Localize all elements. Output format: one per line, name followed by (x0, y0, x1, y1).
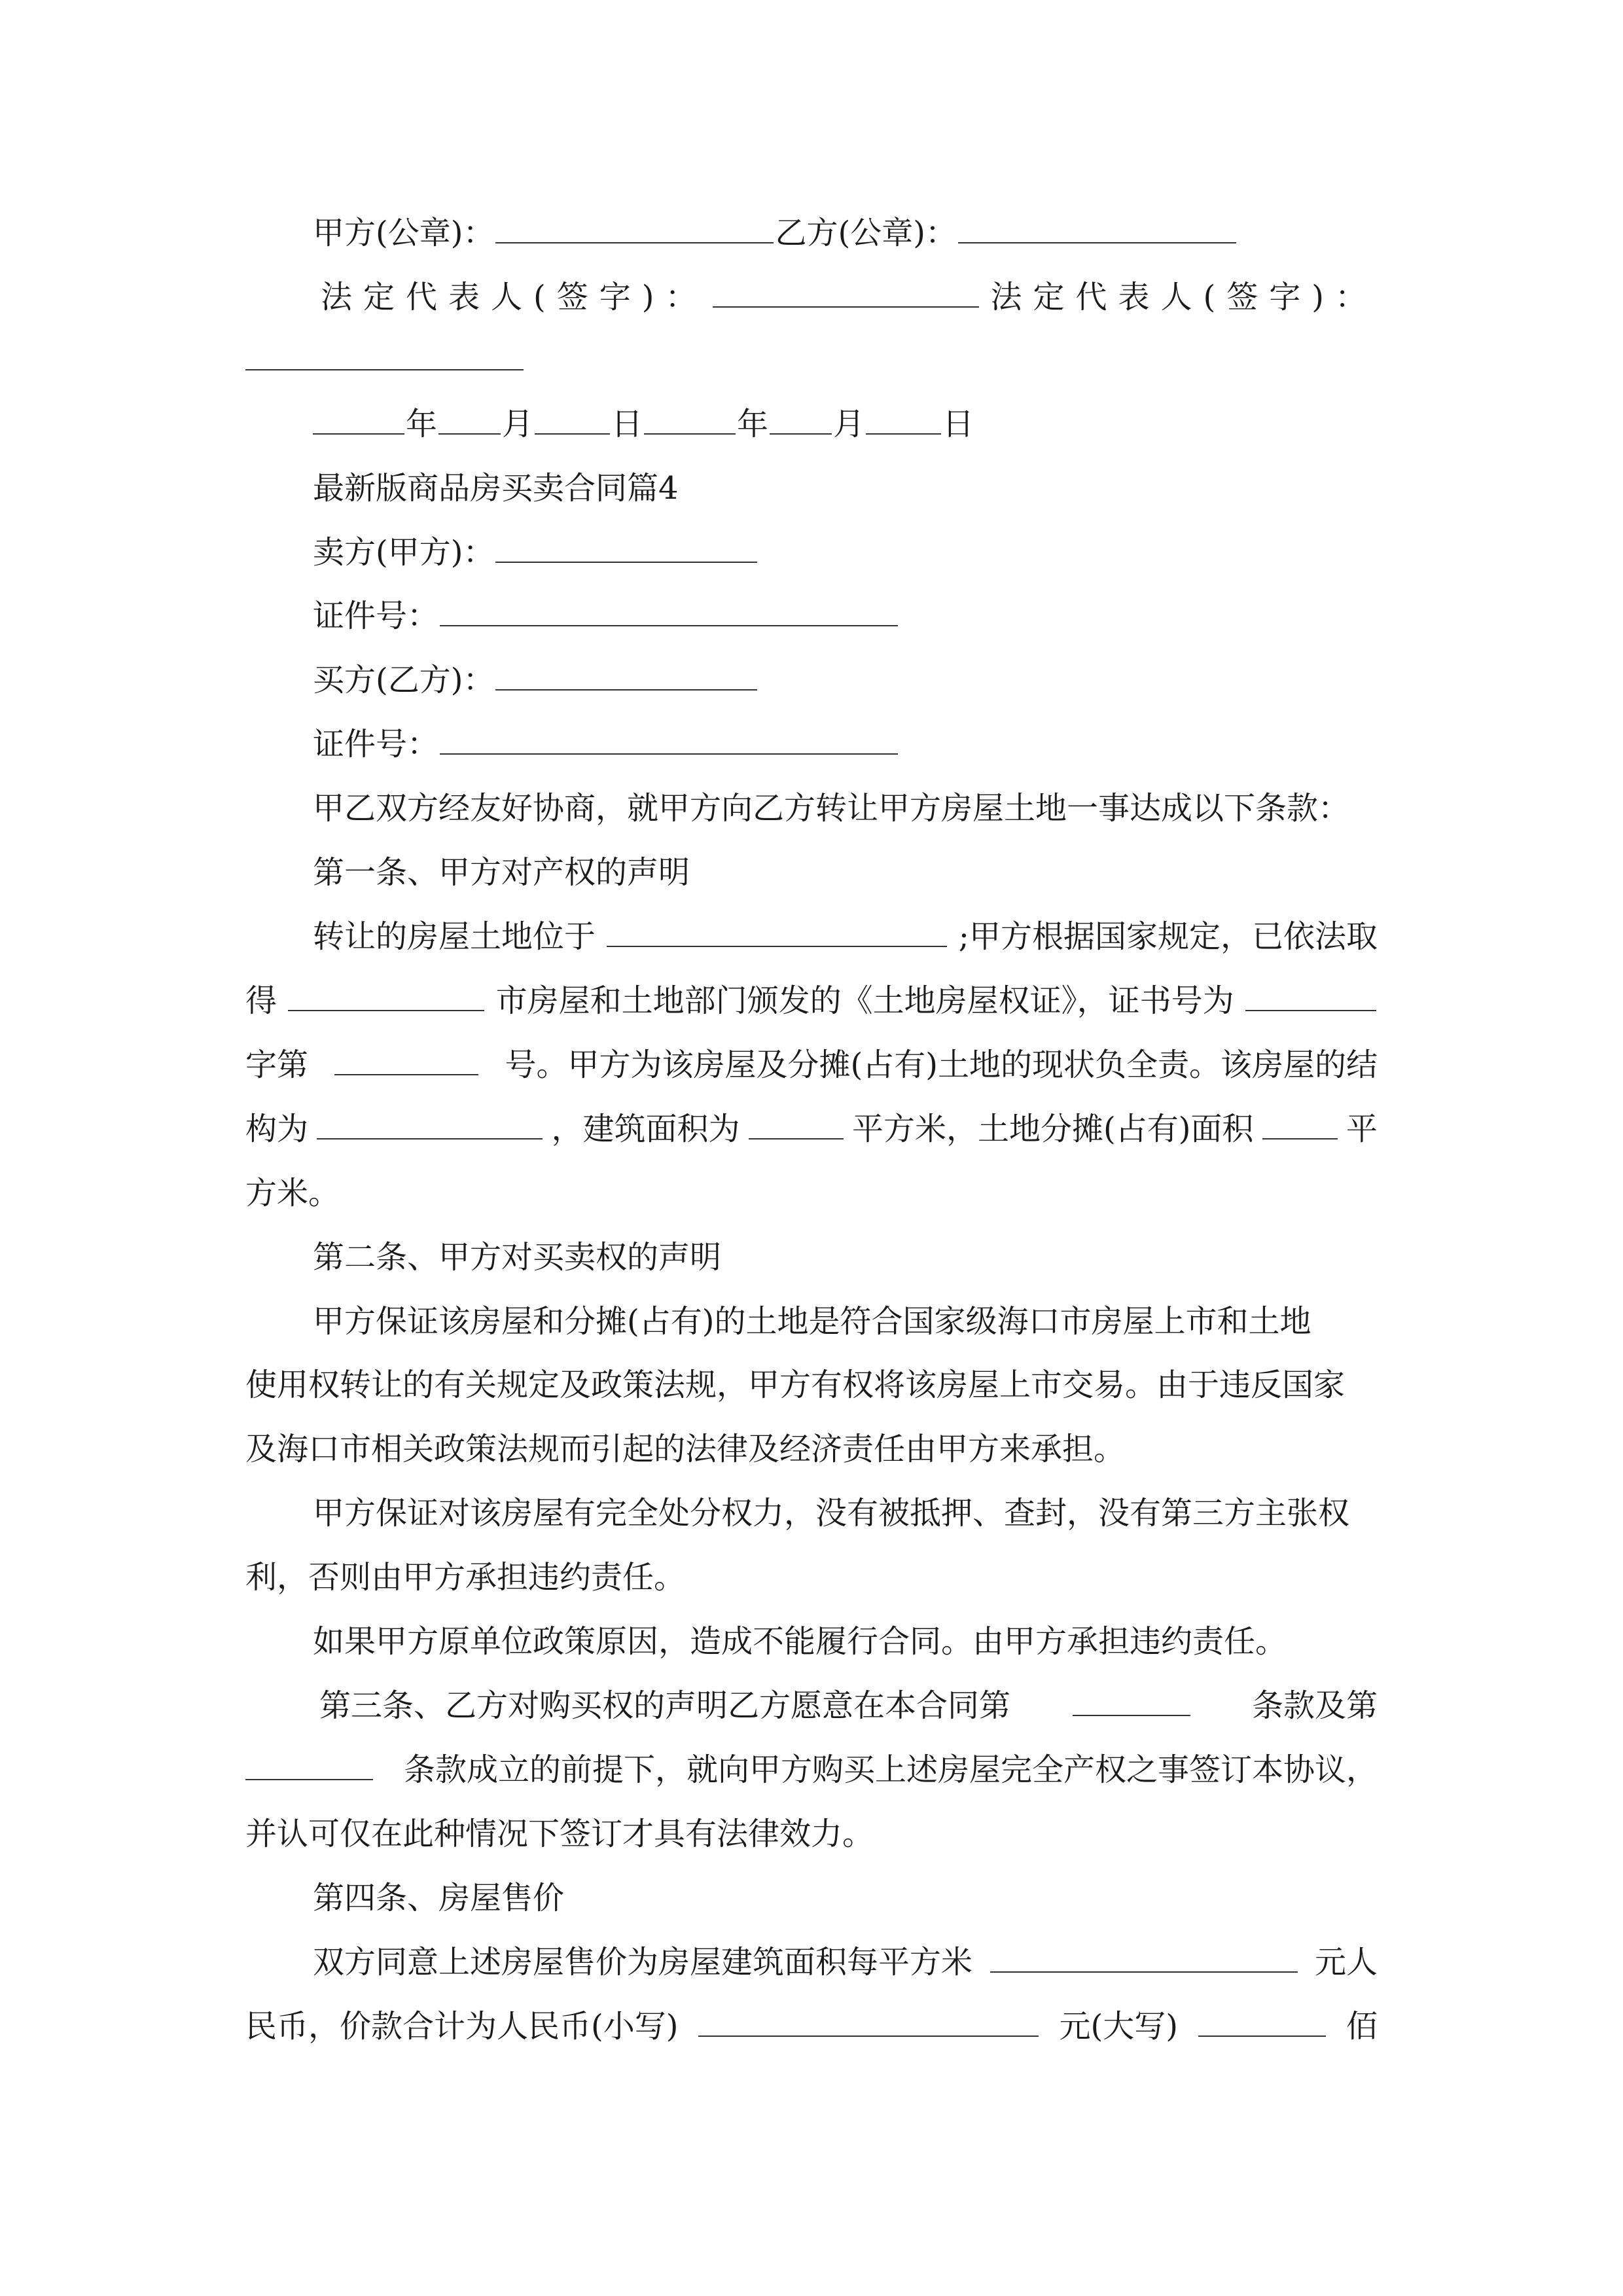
article-1-line-5 (245, 1164, 1378, 1209)
art1-l1b: ;甲方根据国家规定，已依法取 (958, 918, 1378, 955)
art1-l4b: ，建筑面积为 (551, 1111, 740, 1147)
rep-a-label: 法定代表人(签字)： (321, 279, 708, 315)
art1-l3b: 号。甲方为该房屋及分摊(占有)土地的现状负全责。该房屋的结 (505, 1047, 1378, 1083)
art2-p3: 如果甲方原单位政策原因，造成不能履行合同。由甲方承担违约责任。 (313, 1623, 1287, 1660)
party-a-seal-label: 甲方(公章)： (313, 215, 495, 251)
buyer-blank (495, 689, 757, 691)
art4-l2b: 元(大写) (1059, 2008, 1178, 2045)
article-3-line-3 (245, 1805, 1378, 1850)
rep-b-label: 法定代表人(签字)： (990, 279, 1378, 315)
date-b-month: 月 (833, 406, 865, 442)
article-2-p2-line-2 (245, 1549, 1378, 1596)
rep-b-blank (245, 368, 524, 370)
article-1-line-3 (245, 1036, 1378, 1081)
certificate-no-blank (1245, 1009, 1376, 1011)
art2-p1-l2: 使用权转让的有关规定及政策法规，甲方有权将该房屋上市交易。由于违反国家 (245, 1367, 1346, 1403)
art2-p1-l3: 及海口市相关政策法规而引起的法律及经济责任由甲方来承担。 (245, 1431, 1126, 1467)
buyer-id-line (313, 715, 1378, 760)
buyer-id-label: 证件号： (313, 726, 439, 762)
art3-l3: 并认可仅在此种情况下签订才具有法律效力。 (245, 1816, 874, 1852)
location-blank (607, 945, 947, 947)
seller-id-label: 证件号： (313, 598, 439, 634)
art1-l2b: 市房屋和土地部门颁发的《土地房屋权证》，证书号为 (495, 982, 1234, 1019)
art2-p1-l1: 甲方保证该房屋和分摊(占有)的土地是符合国家级海口市房屋上市和土地 (313, 1303, 1311, 1340)
art4-l1b: 元人 (1314, 1944, 1378, 1981)
art1-l2a: 得 (245, 982, 277, 1019)
certificate-no-2-blank (334, 1073, 478, 1075)
article-3-line-2 (245, 1741, 1378, 1788)
article-4-heading (313, 1869, 1378, 1914)
article-1-line-2 (245, 972, 1378, 1019)
date-a-month-blank (438, 433, 501, 435)
date-a-year: 年 (406, 406, 438, 442)
art3-l1a: 第三条、乙方对购买权的声明乙方愿意在本合同第 (319, 1687, 1011, 1724)
date-line (313, 395, 1378, 440)
art3-l1b: 条款及第 (1251, 1687, 1378, 1724)
date-b-year-blank (644, 433, 736, 435)
article-4-line-2 (245, 1998, 1378, 2045)
article-1-line-4 (245, 1100, 1378, 1145)
art1-l4c: 平方米，土地分摊(占有)面积 (851, 1111, 1254, 1147)
seller-line (313, 524, 1378, 571)
seal-line (313, 204, 1378, 249)
art4-l2c: 佰 (1346, 2008, 1378, 2045)
art4-l2a: 民币，价款合计为人民币(小写) (245, 2008, 679, 2045)
date-a-month: 月 (502, 406, 534, 442)
representative-line (321, 268, 1378, 313)
article-2-p3 (313, 1613, 1378, 1660)
article-3-line-1 (319, 1677, 1378, 1724)
contract-title-text: 最新版商品房买卖合同篇4 (313, 470, 679, 507)
article-ref-2-blank (245, 1778, 373, 1780)
party-b-seal-blank (958, 242, 1236, 243)
article-4-heading-text: 第四条、房屋售价 (313, 1880, 565, 1916)
seller-id-line (313, 587, 1378, 632)
art1-l4a: 构为 (245, 1111, 309, 1147)
buyer-line (313, 651, 1378, 696)
contract-title (313, 459, 1378, 507)
total-price-numeric-blank (698, 2035, 1039, 2037)
article-4-line-1 (313, 1933, 1378, 1981)
party-a-seal-blank (495, 242, 774, 243)
party-b-seal-label: 乙方(公章)： (775, 215, 957, 251)
seller-blank (495, 561, 757, 563)
date-a-year-blank (313, 433, 404, 435)
city-blank (288, 1009, 484, 1011)
article-ref-1-blank (1073, 1714, 1190, 1716)
intro-paragraph (313, 780, 1378, 827)
date-b-month-blank (770, 433, 832, 435)
art1-l3a: 字第 (245, 1047, 309, 1083)
article-2-p1-line-2 (245, 1356, 1378, 1401)
buyer-label: 买方(乙方)： (313, 662, 495, 698)
rep-a-blank (713, 306, 978, 308)
article-1-line-1 (313, 908, 1378, 955)
date-a-day: 日 (611, 406, 643, 442)
art3-l2: 条款成立的前提下，就向甲方购买上述房屋完全产权之事签订本协议， (403, 1751, 1378, 1788)
article-1-heading (313, 844, 1378, 891)
total-price-words-blank (1198, 2035, 1326, 2037)
article-2-p1-line-1 (313, 1293, 1378, 1340)
date-b-day-blank (866, 433, 941, 435)
art1-l5: 方米。 (245, 1175, 340, 1211)
article-2-p1-line-3 (245, 1420, 1378, 1465)
art4-l1a: 双方同意上述房屋售价为房屋建筑面积每平方米 (313, 1944, 973, 1981)
land-area-blank (1262, 1138, 1338, 1139)
seller-label: 卖方(甲方)： (313, 534, 495, 571)
article-2-heading (313, 1229, 1378, 1276)
date-a-day-blank (535, 433, 610, 435)
article-1-heading-text: 第一条、甲方对产权的声明 (313, 854, 690, 891)
intro-text: 甲乙双方经友好协商，就甲方向乙方转让甲方房屋土地一事达成以下条款： (313, 790, 1350, 827)
art1-l1a: 转让的房屋土地位于 (313, 918, 596, 955)
art2-p2-l1: 甲方保证对该房屋有完全处分权力，没有被抵押、查封，没有第三方主张权 (313, 1495, 1350, 1532)
buyer-id-blank (440, 753, 898, 755)
seller-id-blank (440, 624, 898, 626)
structure-blank (317, 1138, 543, 1139)
article-2-p2-line-1 (313, 1484, 1378, 1532)
unit-price-blank (990, 1971, 1298, 1973)
art2-p2-l2: 利，否则由甲方承担违约责任。 (245, 1559, 686, 1596)
article-2-heading-text: 第二条、甲方对买卖权的声明 (313, 1239, 722, 1276)
art1-l4d: 平 (1346, 1111, 1378, 1147)
building-area-blank (749, 1138, 844, 1139)
rep-b-blank-line (245, 331, 1378, 376)
date-b-year: 年 (737, 406, 769, 442)
date-b-day: 日 (942, 406, 974, 442)
